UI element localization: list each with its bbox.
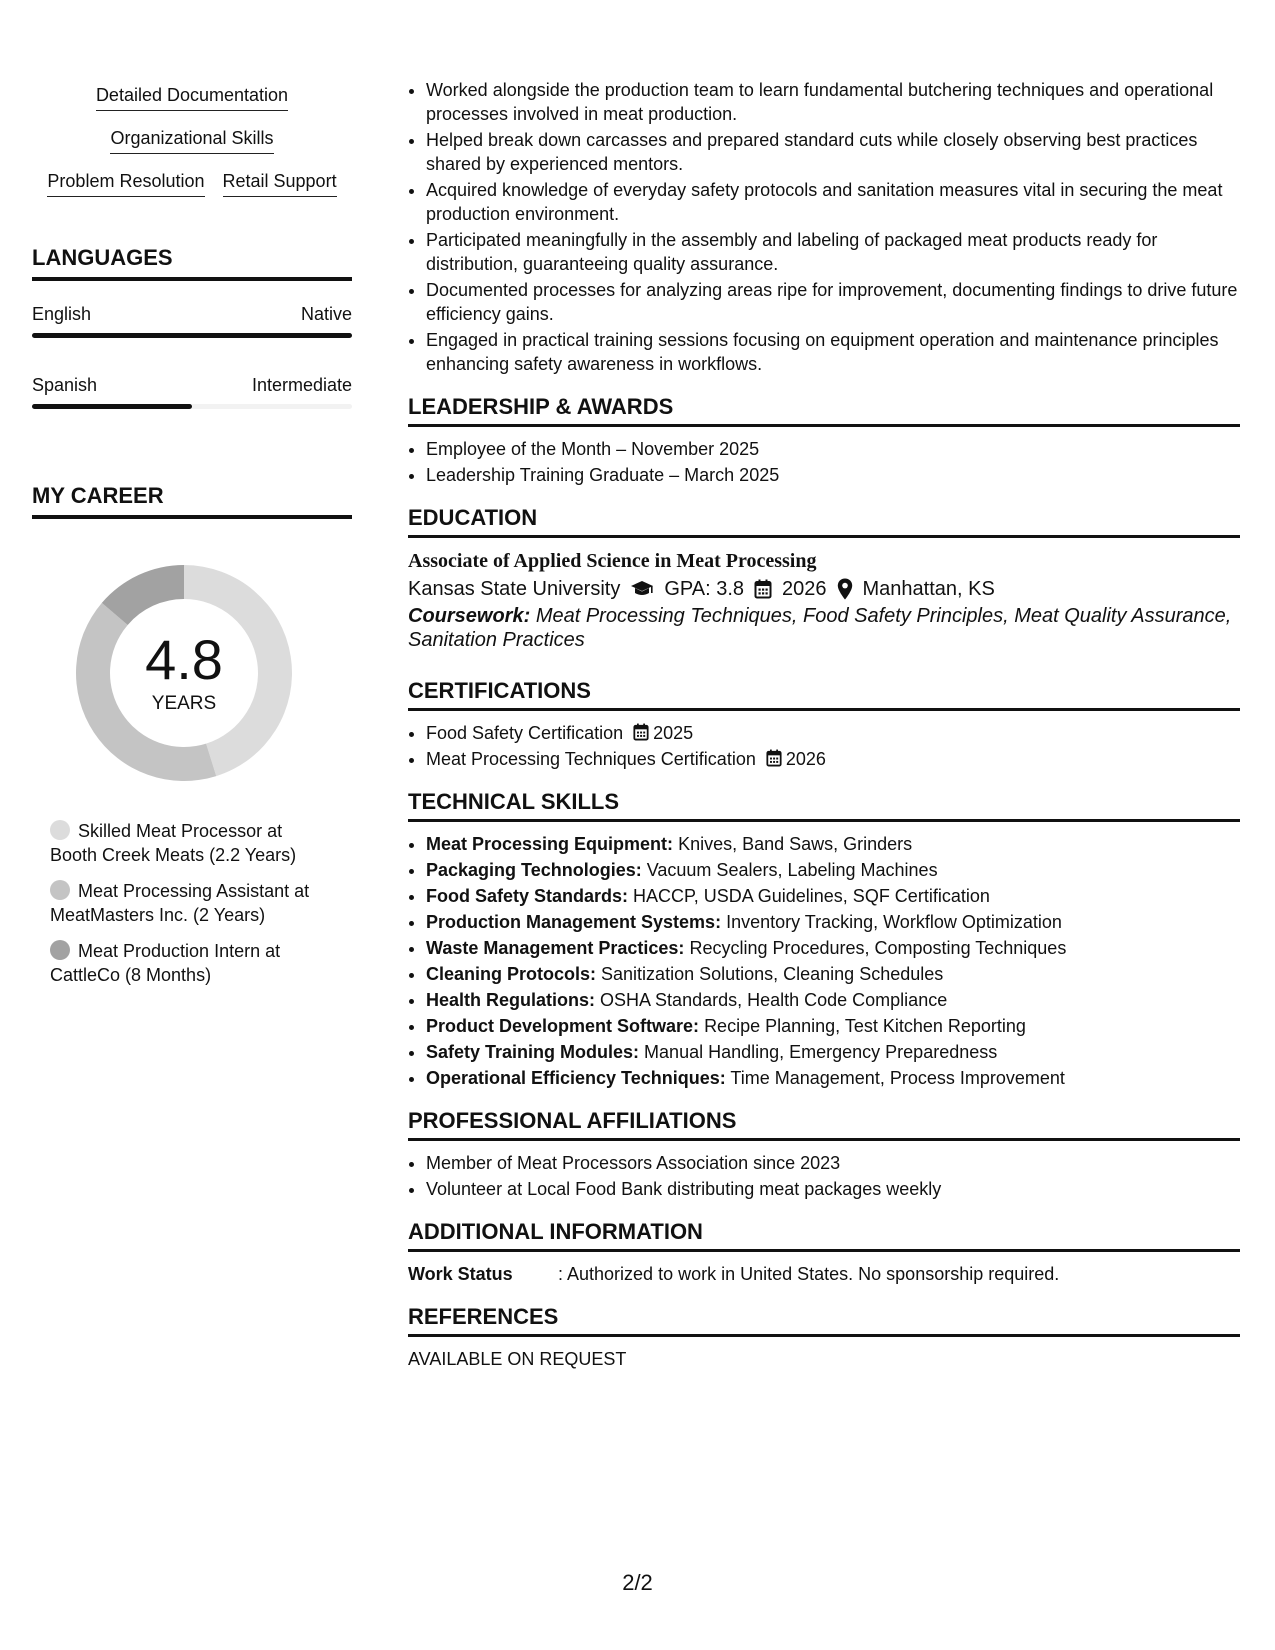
- work-status-value: : Authorized to work in United States. No sponsorship required.: [558, 1264, 1060, 1284]
- technical-skill-item: [426, 832, 1240, 856]
- main-content: [408, 78, 1240, 1371]
- list-item: • Documented processes for analyzing areas ripe for improvement, documenting findings to drive future efficiency gains.: [426, 278, 1240, 326]
- education-location: Manhattan, KS: [862, 578, 995, 600]
- certifications-title: CERTIFICATIONS: [408, 678, 1240, 711]
- list-item: • Leadership Training Graduate – March 2025: [426, 463, 1240, 487]
- career-legend-label: Skilled Meat Processor at Booth Creek Meats (2.2 Years): [50, 821, 297, 865]
- technical-skill-value: Manual Handling, Emergency Preparedness: [644, 1042, 998, 1062]
- leadership-list: [408, 437, 1240, 487]
- technical-skill-value: Inventory Tracking, Workflow Optimization: [726, 912, 1062, 932]
- skill-tag: Detailed Documentation: [96, 84, 288, 111]
- coursework-label: Coursework:: [408, 605, 531, 627]
- technical-skill-item: [426, 1040, 1240, 1064]
- list-item: • Employee of the Month – November 2025: [426, 437, 1240, 461]
- certification-item: [426, 747, 1240, 771]
- list-item: • Helped break down carcasses and prepared standard cuts while closely observing best practices shared by experienced mentors.: [426, 128, 1240, 176]
- technical-skill-value: Time Management, Process Improvement: [730, 1068, 1065, 1088]
- technical-skill-item: [426, 1066, 1240, 1090]
- technical-skill-label: Production Management Systems:: [426, 912, 722, 932]
- technical-skill-item: [426, 858, 1240, 882]
- technical-skill-value: Sanitization Solutions, Cleaning Schedules: [601, 964, 944, 984]
- language-item: [32, 303, 352, 338]
- career-section: [32, 483, 352, 987]
- list-item: • Engaged in practical training sessions focusing on equipment operation and maintenance principles enhancing safety awareness in workflows.: [426, 328, 1240, 376]
- skills-row: [32, 170, 352, 197]
- technical-skill-label: Health Regulations:: [426, 990, 596, 1010]
- technical-skills-list: [408, 832, 1240, 1090]
- skill-tag: Organizational Skills: [110, 127, 273, 154]
- skills-tags: [32, 84, 352, 197]
- technical-skill-item: [426, 910, 1240, 934]
- list-item: • Participated meaningfully in the assembly and labeling of packaged meat products ready for distribution, guaranteeing quality assurance.: [426, 228, 1240, 276]
- technical-skill-label: Waste Management Practices:: [426, 938, 685, 958]
- work-status-label: Work Status: [408, 1264, 513, 1284]
- affiliations-title: PROFESSIONAL AFFILIATIONS: [408, 1108, 1240, 1141]
- technical-skill-label: Product Development Software:: [426, 1016, 700, 1036]
- certifications-list: [408, 721, 1240, 771]
- technical-skill-label: Meat Processing Equipment:: [426, 834, 674, 854]
- skill-tag: Problem Resolution: [47, 170, 204, 197]
- career-donut-chart: [64, 553, 304, 793]
- certification-name: Food Safety Certification: [426, 723, 624, 743]
- technical-skill-label: Operational Efficiency Techniques:: [426, 1068, 726, 1088]
- language-bar-fill: [32, 404, 192, 409]
- list-item: • Worked alongside the production team to learn fundamental butchering techniques and operational processes involved in meat production.: [426, 78, 1240, 126]
- work-status-row: [408, 1262, 1240, 1286]
- language-name: Spanish: [32, 375, 98, 395]
- leadership-title: LEADERSHIP & AWARDS: [408, 394, 1240, 427]
- technical-skill-value: OSHA Standards, Health Code Compliance: [600, 990, 948, 1010]
- languages-section: [32, 245, 352, 409]
- technical-skill-item: [426, 1014, 1240, 1038]
- technical-skill-item: [426, 936, 1240, 960]
- calendar-icon: [633, 723, 649, 741]
- career-unit: YEARS: [151, 693, 217, 714]
- education-details: [408, 574, 1240, 604]
- references-text: AVAILABLE ON REQUEST: [408, 1349, 627, 1369]
- technical-skill-value: Recycling Procedures, Composting Techniques: [689, 938, 1067, 958]
- references-title: REFERENCES: [408, 1304, 1240, 1337]
- education-year: 2026: [782, 578, 827, 600]
- education-title: EDUCATION: [408, 505, 1240, 538]
- certification-item: [426, 721, 1240, 745]
- technical-skill-label: Packaging Technologies:: [426, 860, 642, 880]
- technical-skills-title: TECHNICAL SKILLS: [408, 789, 1240, 822]
- career-legend-label: Meat Processing Assistant at MeatMasters Inc. (2 Years): [50, 881, 310, 925]
- skills-row: [32, 84, 352, 111]
- career-legend-item: [50, 879, 330, 927]
- career-legend-label: Meat Production Intern at CattleCo (8 Months): [50, 941, 281, 985]
- education-coursework: [408, 604, 1240, 652]
- technical-skill-value: Recipe Planning, Test Kitchen Reporting: [704, 1016, 1026, 1036]
- technical-skill-item: [426, 988, 1240, 1012]
- education-school: Kansas State University: [408, 578, 621, 600]
- career-title: MY CAREER: [32, 483, 352, 519]
- calendar-icon: [754, 579, 772, 599]
- technical-skill-value: HACCP, USDA Guidelines, SQF Certification: [633, 886, 990, 906]
- technical-skill-item: [426, 884, 1240, 908]
- certification-year: 2026: [785, 749, 826, 769]
- legend-dot-icon: [50, 820, 70, 840]
- career-legend-item: [50, 819, 330, 867]
- page-number: 2/2: [622, 1570, 653, 1595]
- language-bar: [32, 333, 352, 338]
- affiliations-list: [408, 1151, 1240, 1201]
- languages-title: LANGUAGES: [32, 245, 352, 281]
- language-item: [32, 374, 352, 409]
- calendar-icon: [766, 749, 782, 767]
- career-total: 4.8: [145, 628, 223, 691]
- sidebar: [32, 84, 352, 999]
- technical-skill-label: Safety Training Modules:: [426, 1042, 640, 1062]
- location-pin-icon: [837, 578, 853, 600]
- language-bar: [32, 404, 352, 409]
- list-item: • Acquired knowledge of everyday safety protocols and sanitation measures vital in securing the meat production environment.: [426, 178, 1240, 226]
- career-legend: [50, 819, 330, 987]
- coursework-text: Meat Processing Techniques, Food Safety Principles, Meat Quality Assurance, Sanitation Practices: [408, 605, 1232, 651]
- list-item: • Volunteer at Local Food Bank distributing meat packages weekly: [426, 1177, 1240, 1201]
- certification-name: Meat Processing Techniques Certification: [426, 749, 756, 769]
- language-name: English: [32, 304, 92, 324]
- language-row: [32, 374, 352, 396]
- skills-row: [32, 127, 352, 154]
- legend-dot-icon: [50, 940, 70, 960]
- technical-skill-label: Food Safety Standards:: [426, 886, 629, 906]
- language-level: Intermediate: [251, 375, 352, 395]
- technical-skill-item: [426, 962, 1240, 986]
- education-gpa: GPA: 3.8: [664, 578, 744, 600]
- technical-skill-value: Knives, Band Saws, Grinders: [678, 834, 913, 854]
- additional-title: ADDITIONAL INFORMATION: [408, 1219, 1240, 1252]
- graduation-cap-icon: [630, 580, 654, 598]
- language-level: Native: [300, 304, 352, 324]
- experience-bullets: [408, 78, 1240, 376]
- list-item: • Member of Meat Processors Association since 2023: [426, 1151, 1240, 1175]
- legend-dot-icon: [50, 880, 70, 900]
- career-legend-item: [50, 939, 330, 987]
- certification-year: 2025: [653, 723, 694, 743]
- education-degree: Associate of Applied Science in Meat Processing: [408, 550, 817, 572]
- language-bar-fill: [32, 333, 352, 338]
- technical-skill-value: Vacuum Sealers, Labeling Machines: [646, 860, 938, 880]
- language-row: [32, 303, 352, 325]
- skill-tag: Retail Support: [223, 170, 337, 197]
- technical-skill-label: Cleaning Protocols:: [426, 964, 597, 984]
